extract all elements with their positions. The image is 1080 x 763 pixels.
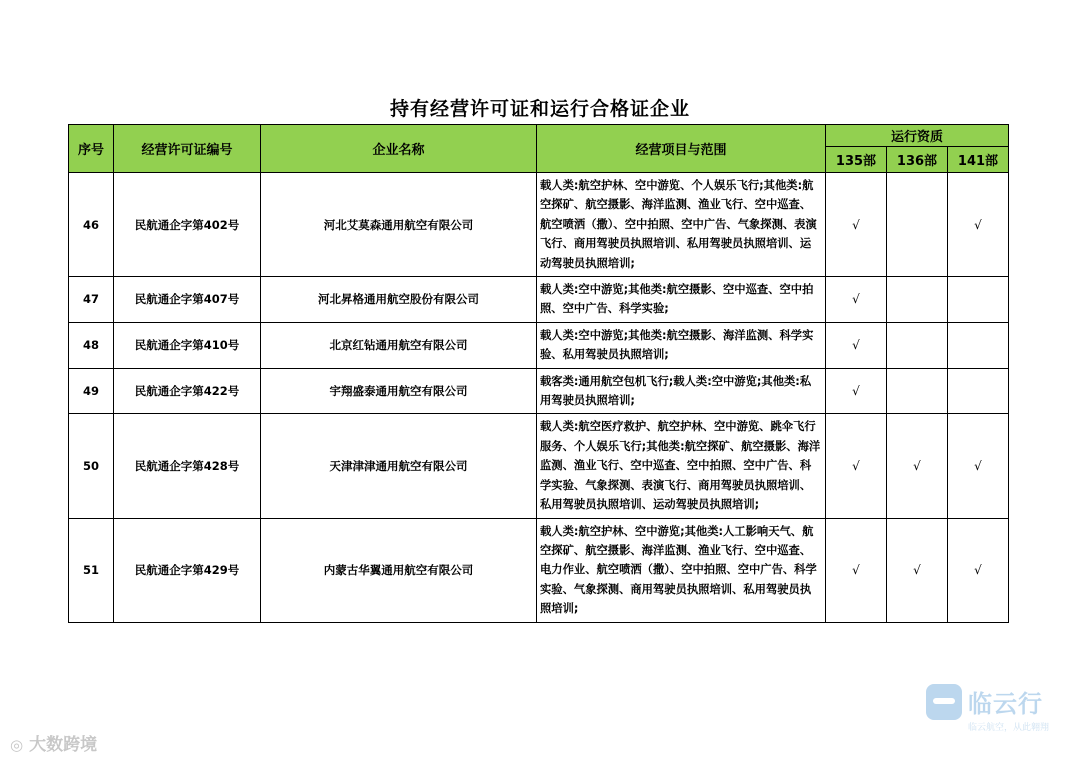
part136-check — [887, 322, 948, 368]
scope-cell: 载人类:航空护林、空中游览、个人娱乐飞行;其他类:航空探矿、航空摄影、海洋监测、渔业飞行、空中巡查、航空喷洒（撒）、空中拍照、空中广告、气象探测、表演飞行、商用驾驶员执照培训、私用驾驶员执照培训、运动驾驶员执照培训; — [537, 173, 826, 277]
company-cell: 河北昇格通用航空股份有限公司 — [261, 277, 537, 323]
part135-check: √ — [826, 277, 887, 323]
company-cell: 天津津津通用航空有限公司 — [261, 414, 537, 518]
header-company: 企业名称 — [261, 125, 537, 173]
header-qualification: 运行资质 — [826, 125, 1009, 147]
seq-cell: 46 — [69, 173, 114, 277]
license-cell: 民航通企字第402号 — [114, 173, 261, 277]
header-seq: 序号 — [69, 125, 114, 173]
header-license: 经营许可证编号 — [114, 125, 261, 173]
watermark-left — [10, 730, 97, 755]
seq-cell: 48 — [69, 322, 114, 368]
header-part136: 136部 — [887, 147, 948, 173]
watermark-left-text: 大数跨境 — [29, 735, 98, 755]
table-row — [69, 518, 1009, 622]
part136-check: √ — [887, 414, 948, 518]
table-row — [69, 173, 1009, 277]
company-cell: 北京红钻通用航空有限公司 — [261, 322, 537, 368]
part135-check: √ — [826, 368, 887, 414]
page-title: 持有经营许可证和运行合格证企业 — [389, 98, 690, 120]
part141-check: √ — [948, 173, 1009, 277]
scope-cell: 载人类:航空医疗救护、航空护林、空中游览、跳伞飞行服务、个人娱乐飞行;其他类:航空探矿、航空摄影、海洋监测、渔业飞行、空中巡查、空中拍照、空中广告、科学实验、气象探测、表演飞行、商用驾驶员执照培训、私用驾驶员执照培训、运动驾驶员执照培训; — [537, 414, 826, 518]
company-cell: 宇翔盛泰通用航空有限公司 — [261, 368, 537, 414]
header-part141: 141部 — [948, 147, 1009, 173]
part136-check — [887, 368, 948, 414]
seq-cell: 49 — [69, 368, 114, 414]
part136-check — [887, 277, 948, 323]
license-cell: 民航通企字第429号 — [114, 518, 261, 622]
enterprise-table — [68, 124, 1009, 623]
table-row — [69, 322, 1009, 368]
weibo-logo-icon: ◎ — [10, 736, 24, 754]
table-row — [69, 277, 1009, 323]
table-row — [69, 414, 1009, 518]
seq-cell: 47 — [69, 277, 114, 323]
part135-check: √ — [826, 414, 887, 518]
header-scope: 经营项目与范围 — [537, 125, 826, 173]
scope-cell: 载客类:通用航空包机飞行;载人类:空中游览;其他类:私用驾驶员执照培训; — [537, 368, 826, 414]
company-cell: 内蒙古华翼通用航空有限公司 — [261, 518, 537, 622]
part141-check: √ — [948, 518, 1009, 622]
company-cell: 河北艾莫森通用航空有限公司 — [261, 173, 537, 277]
license-cell: 民航通企字第422号 — [114, 368, 261, 414]
part141-check — [948, 322, 1009, 368]
table-row — [69, 368, 1009, 414]
part135-check: √ — [826, 322, 887, 368]
scope-cell: 载人类:航空护林、空中游览;其他类:人工影响天气、航空探矿、航空摄影、海洋监测、渔业飞行、空中巡查、电力作业、航空喷洒（撒）、空中拍照、空中广告、科学实验、气象探测、商用驾驶员执照培训、私用驾驶员执照培训; — [537, 518, 826, 622]
part141-check — [948, 368, 1009, 414]
watermark-right — [926, 682, 1076, 738]
license-cell: 民航通企字第428号 — [114, 414, 261, 518]
seq-cell: 50 — [69, 414, 114, 518]
seq-cell: 51 — [69, 518, 114, 622]
part141-check: √ — [948, 414, 1009, 518]
part135-check: √ — [826, 173, 887, 277]
watermark-slogan: 临云航空，从此翱翔 — [968, 723, 1050, 733]
watermark-brand: 临云行 — [968, 690, 1043, 718]
part136-check: √ — [887, 518, 948, 622]
part135-check: √ — [826, 518, 887, 622]
scope-cell: 载人类:空中游览;其他类:航空摄影、空中巡查、空中拍照、空中广告、科学实验; — [537, 277, 826, 323]
part136-check — [887, 173, 948, 277]
header-part135: 135部 — [826, 147, 887, 173]
part141-check — [948, 277, 1009, 323]
license-cell: 民航通企字第410号 — [114, 322, 261, 368]
scope-cell: 载人类:空中游览;其他类:航空摄影、海洋监测、科学实验、私用驾驶员执照培训; — [537, 322, 826, 368]
airplane-logo-icon — [926, 684, 962, 720]
license-cell: 民航通企字第407号 — [114, 277, 261, 323]
